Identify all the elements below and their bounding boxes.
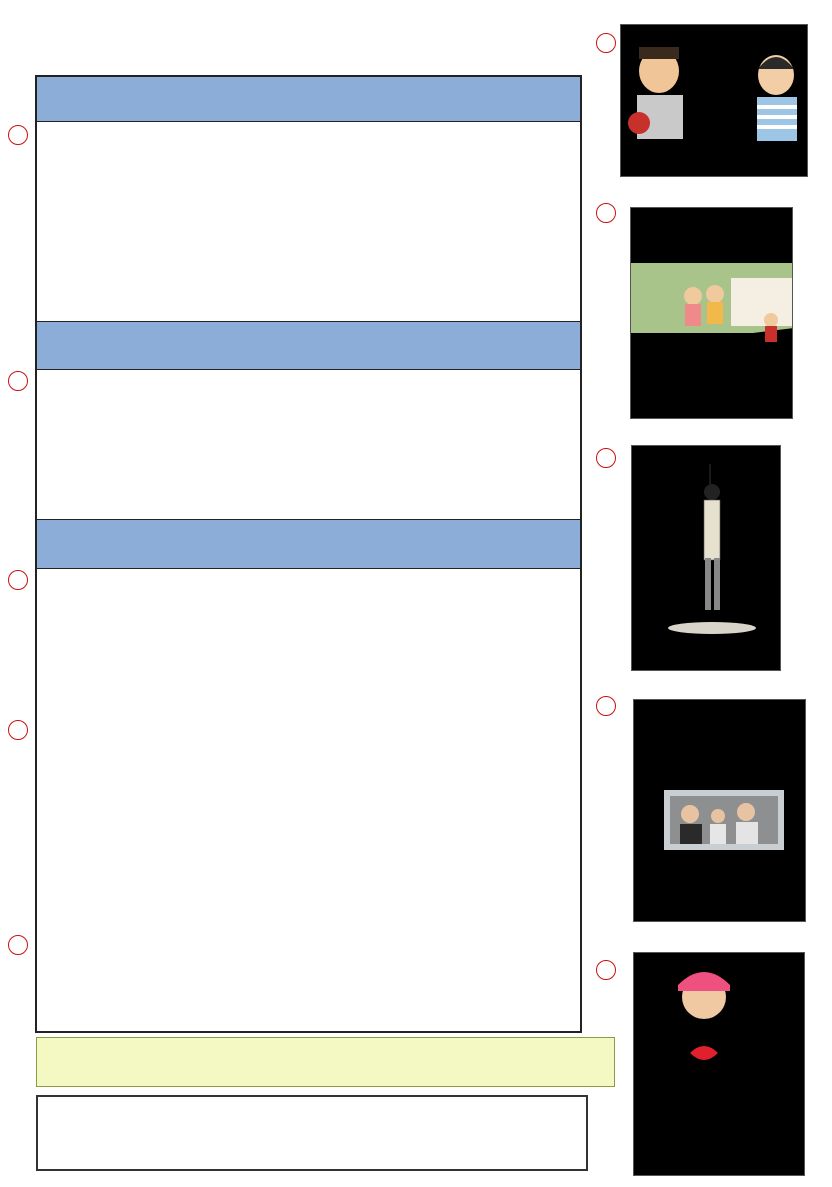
- marker-3: [8, 570, 28, 590]
- cover-kasa-wo-motanai-aritachi-wa: [631, 445, 781, 671]
- page-title: [10, 8, 590, 68]
- cover-marker-3: [596, 448, 616, 468]
- section-header-children-books: [37, 321, 580, 370]
- marker-4: [8, 720, 28, 740]
- cover-the-princess-masako: [633, 699, 806, 922]
- marker-1: [8, 125, 28, 145]
- cover-sorezore-no-namae: [630, 207, 793, 419]
- cover-marker-5: [596, 960, 616, 980]
- usage-stats-box: [36, 1095, 588, 1171]
- section-header-picture-books: [37, 77, 580, 122]
- book-list: [35, 75, 582, 1033]
- notice-box: [36, 1037, 615, 1087]
- cover-issho-ni-hashirou: [633, 952, 805, 1176]
- cover-4-illustration: [634, 700, 806, 922]
- cover-1-illustration: [621, 25, 808, 177]
- cover-3-illustration: [632, 446, 781, 671]
- cover-marker-4: [596, 696, 616, 716]
- cover-2-illustration: [631, 208, 793, 419]
- marker-2: [8, 371, 28, 391]
- cover-aitsu-to-boku: [620, 24, 808, 177]
- cover-marker-2: [596, 203, 616, 223]
- cover-5-illustration: [634, 953, 805, 1176]
- section-header-general-books: [37, 519, 580, 569]
- marker-5: [8, 935, 28, 955]
- cover-marker-1: [596, 33, 616, 53]
